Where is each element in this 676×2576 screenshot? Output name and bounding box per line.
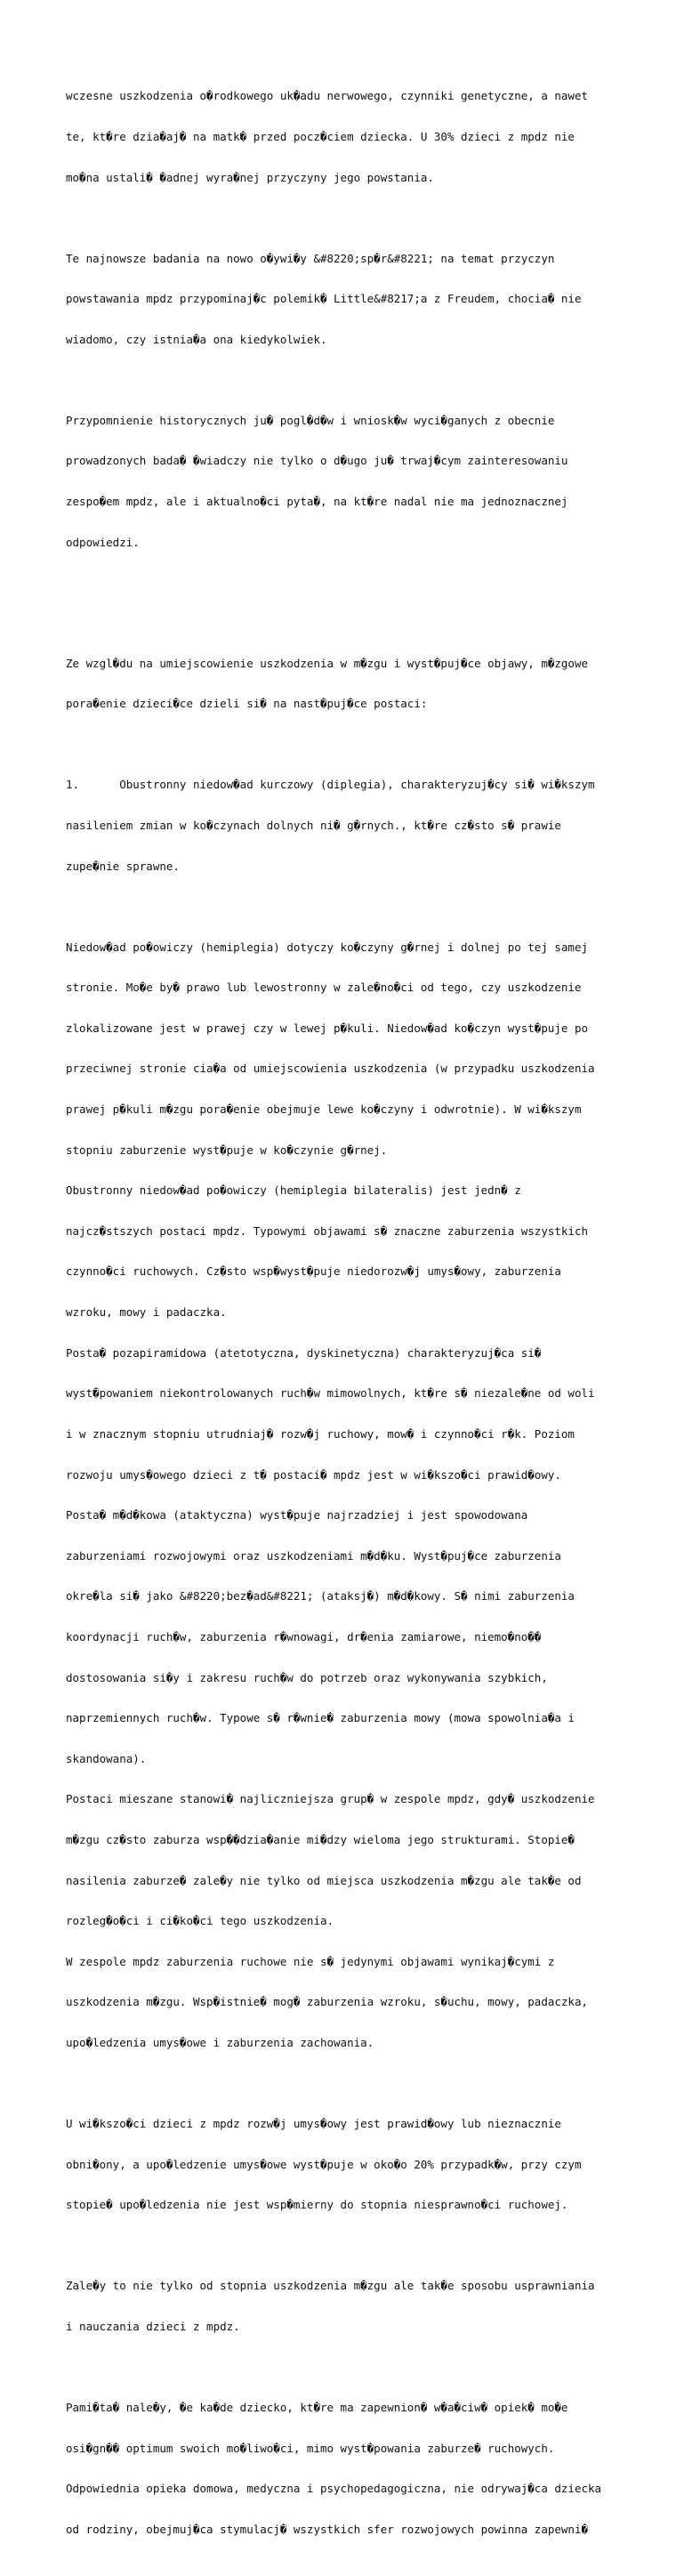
text-line: prowadzonych bada� �wiadczy nie tylko o d�ugo ju� trwaj�cym zainteresowaniu <box>66 454 568 468</box>
text-line: prawej p�kuli m�zgu pora�enie obejmuje lewe ko�czyny i odwrotnie). W wi�kszym <box>66 1102 582 1117</box>
text-line: wczesne uszkodzenia o�rodkowego uk�adu nerwowego, czynniki genetyczne, a nawet <box>66 89 588 103</box>
text-line: Ze wzgl�du na umiejscowienie uszkodzenia w m�zgu i wyst�puj�ce objawy, m�zgowe <box>66 656 588 670</box>
text-line: osi�gn�� optimum swoich mo�liwo�ci, mimo wyst�powania zaburze� ruchowych. <box>66 2441 555 2455</box>
text-line: Pami�ta� nale�y, �e ka�de dziecko, kt�re ma zapewnion� w�a�ciw� opiek� mo�e <box>66 2400 568 2414</box>
paragraph-diplegia <box>66 751 671 900</box>
spacer <box>66 589 671 629</box>
text-line: wiadomo, czy istnia�a ona kiedykolwiek. <box>66 332 327 346</box>
text-line: Obustronny niedow�ad po�owiczy (hemiplegia bilateralis) jest jedn� z <box>66 1183 521 1198</box>
text-line: stopniu zaburzenie wyst�puje w ko�czynie g�rnej. <box>66 1143 388 1157</box>
text-line: przeciwnej stronie cia�a od umiejscowienia uszkodzenia (w przypadku uszkodzenia <box>66 1062 595 1076</box>
paragraph-care <box>66 2374 671 2564</box>
paragraph-forms <box>66 913 671 2076</box>
text-line: skandowana). <box>66 1751 147 1765</box>
text-line: stronie. Mo�e by� prawo lub lewostronny w zale�no�ci od tego, czy uszkodzenie <box>66 981 582 995</box>
paragraph-intellect <box>66 2090 671 2239</box>
document-page <box>66 62 671 2576</box>
text-line: odpowiedzi. <box>66 535 140 549</box>
text-line: 1. Obustronny niedow�ad kurczowy (diplegia), charakteryzuj�cy si� wi�kszym <box>66 778 595 792</box>
text-line: dostosowania si�y i zakresu ruch�w do potrzeb oraz wykonywania szybkich, <box>66 1670 548 1684</box>
text-line: od rodziny, obejmuj�ca stymulacj� wszystkich sfer rozwojowych powinna zapewni� <box>66 2522 588 2536</box>
text-line: Posta� m�d�kowa (ataktyczna) wyst�puje najrzadziej i jest spowodowana <box>66 1508 528 1522</box>
text-line: Te najnowsze badania na nowo o�ywi�y &#8220;sp�r&#8221; na temat przyczyn <box>66 251 555 265</box>
paragraph-dependence <box>66 2252 671 2361</box>
text-line: powstawania mpdz przypominaj�c polemik� Little&#8217;a z Freudem, chocia� nie <box>66 292 582 306</box>
paragraph-causes <box>66 62 671 211</box>
paragraph-history <box>66 386 671 576</box>
text-line: Postaci mieszane stanowi� najliczniejsza grup� w zespole mpdz, gdy� uszkodzenie <box>66 1792 595 1806</box>
text-line: Posta� pozapiramidowa (atetotyczna, dyskinetyczna) charakteryzuj�ca si� <box>66 1345 542 1360</box>
paragraph-classification <box>66 629 671 738</box>
text-line: zupe�nie sprawne. <box>66 859 180 873</box>
text-line: m�zgu cz�sto zaburza wsp��dzia�anie mi�dzy wieloma jego strukturami. Stopie� <box>66 1832 575 1846</box>
text-line: rozleg�o�ci i ci�ko�ci tego uszkodzenia. <box>66 1914 334 1928</box>
text-line: pora�enie dzieci�ce dzieli si� na nast�puj�ce postaci: <box>66 697 428 711</box>
text-line: Odpowiednia opieka domowa, medyczna i psychopedagogiczna, nie odrywaj�ca dziecka <box>66 2482 602 2496</box>
text-line: okre�la si� jako &#8220;bez�ad&#8221; (ataksj�) m�d�kowy. S� nimi zaburzenia <box>66 1589 575 1603</box>
text-line: naprzemiennych ruch�w. Typowe s� r�wnie� zaburzenia mowy (mowa spowolnia�a i <box>66 1711 575 1725</box>
text-line: wzroku, mowy i padaczka. <box>66 1305 227 1320</box>
text-line: Przypomnienie historycznych ju� pogl�d�w i wniosk�w wyci�ganych z obecnie <box>66 413 555 427</box>
text-line: koordynacji ruch�w, zaburzenia r�wnowagi, dr�enia zamiarowe, niemo�no�� <box>66 1629 542 1643</box>
text-line: najcz�stszych postaci mpdz. Typowymi objawami s� znaczne zaburzenia wszystkich <box>66 1223 588 1238</box>
text-line: nasileniem zmian w ko�czynach dolnych ni� g�rnych., kt�re cz�sto s� prawie <box>66 818 561 832</box>
text-line: i w znacznym stopniu utrudniaj� rozw�j ruchowy, mow� i czynno�ci r�k. Poziom <box>66 1426 575 1441</box>
text-line: czynno�ci ruchowych. Cz�sto wsp�wyst�puje niedorozw�j umys�owy, zaburzenia <box>66 1264 561 1279</box>
text-line: Zale�y to nie tylko od stopnia uszkodzenia m�zgu ale tak�e sposobu usprawniania <box>66 2279 595 2293</box>
text-line: wyst�powaniem niekontrolowanych ruch�w mimowolnych, kt�re s� niezale�ne od woli <box>66 1386 595 1401</box>
text-line: zaburzeniami rozwojowymi oraz uszkodzeniami m�d�ku. Wyst�puj�ce zaburzenia <box>66 1548 561 1563</box>
text-line: rozwoju umys�owego dzieci z t� postaci� mpdz jest w wi�kszo�ci prawid�owy. <box>66 1467 561 1482</box>
text-line: stopie� upo�ledzenia nie jest wsp�mierny do stopnia niesprawno�ci ruchowej. <box>66 2198 568 2212</box>
text-line: zlokalizowane jest w prawej czy w lewej p�kuli. Niedow�ad ko�czyn wyst�puje po <box>66 1021 588 1035</box>
text-line: zespo�em mpdz, ale i aktualno�ci pyta�, na kt�re nadal nie ma jednoznacznej <box>66 495 568 509</box>
text-line: nasilenia zaburze� zale�y nie tylko od miejsca uszkodzenia m�zgu ale tak�e od <box>66 1873 582 1887</box>
text-line: Niedow�ad po�owiczy (hemiplegia) dotyczy ko�czyny g�rnej i dolnej po tej samej <box>66 940 588 954</box>
text-line: obni�ony, a upo�ledzenie umys�owe wyst�puje w oko�o 20% przypadk�w, przy czym <box>66 2157 582 2171</box>
text-line: uszkodzenia m�zgu. Wsp�istnie� mog� zaburzenia wzroku, s�uchu, mowy, padaczka, <box>66 1995 588 2009</box>
text-line: mo�na ustali� �adnej wyra�nej przyczyny jego powstania. <box>66 170 434 184</box>
text-line: upo�ledzenia umys�owe i zaburzenia zachowania. <box>66 2036 374 2050</box>
text-line: W zespole mpdz zaburzenia ruchowe nie s� jedynymi objawami wynikaj�cymi z <box>66 1954 555 1968</box>
text-line: i nauczania dzieci z mpdz. <box>66 2319 240 2333</box>
text-line: U wi�kszo�ci dzieci z mpdz rozw�j umys�owy jest prawid�owy lub nieznacznie <box>66 2117 561 2131</box>
paragraph-dispute <box>66 224 671 373</box>
text-line: te, kt�re dzia�aj� na matk� przed pocz�ciem dziecka. U 30% dzieci z mpdz nie <box>66 130 575 144</box>
